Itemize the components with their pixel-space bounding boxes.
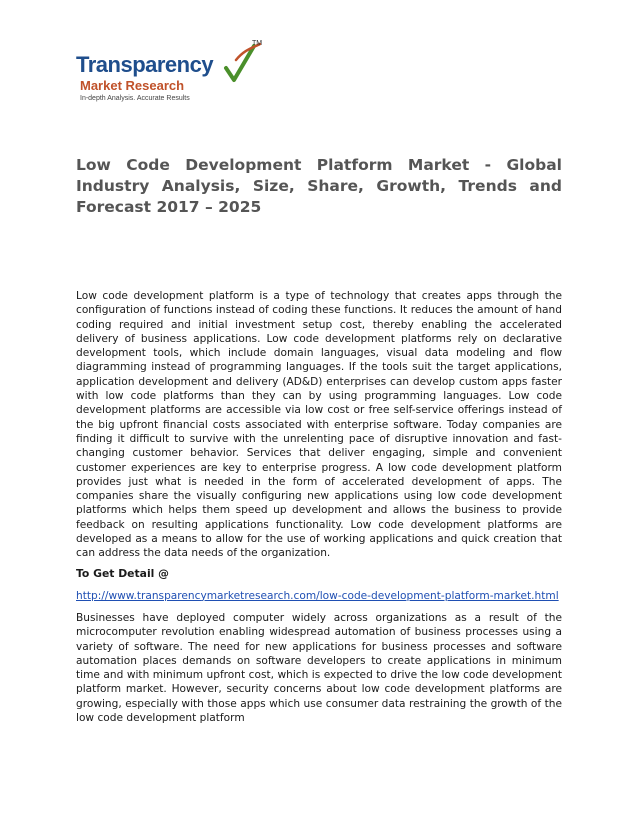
page-title: Low Code Development Platform Market - Global Industry Analysis, Size, Share, Growth, Trends and Forecast 2017 – 2025 <box>76 156 562 216</box>
logo-tagline: In-depth Analysis. Accurate Results <box>80 95 190 102</box>
company-logo <box>76 40 266 112</box>
trademark-symbol: TM <box>252 40 263 47</box>
logo-wordmark: Transparency <box>76 52 214 77</box>
intro-paragraph: Low code development platform is a type of technology that creates apps through the configuration of functions instead of coding these functions. It reduces the amount of hand coding required and initial investment setup cost, thereby enabling the accelerated delivery of business applications. Low code development platforms rely on declarative development tools, which include domain languages, visual data modeling and flow diagramming instead of programming languages. If the tools suit the target applications, application development and delivery (AD&D) enterprises can develop custom apps faster with low code platforms than they can by using programming languages. Low code development platforms are accessible via low cost or free self-service offerings instead of the big upfront financial costs associated with enterprise software. Today companies are finding it difficult to survive with the unrelenting pace of disruptive innovation and fast-changing customer behavior. Services that deliver engaging, simple and convenient customer experiences are key to enterprise progress. A low code development platform provides just what is needed in the form of accelerated development of apps. The companies share the visually configuring new applications using low code development platforms which helps them speed up development and allows the business to provide feedback on resulting applications functionality. Low code development platforms are developed as a means to allow for the use of working applications and quick creation that can address the data needs of the organization. <box>76 290 562 560</box>
report-link[interactable]: http://www.transparencymarketresearch.com/low-code-development-platform-market.html <box>76 589 559 602</box>
logo-subbrand: Market Research <box>80 78 185 93</box>
detail-label: To Get Detail @ <box>76 566 169 580</box>
body-paragraph: Businesses have deployed computer widely across organizations as a result of the microcomputer revolution enabling widespread automation of business processes using a variety of software. The need for new applications for business processes and software automation places demands on software developers to create applications in minimum time and with minimum upfront cost, which is expected to drive the low code development platform market. However, security concerns about low code development platforms are growing, especially with those apps which use consumer data restraining the growth of the low code development platform <box>76 611 562 725</box>
document-body <box>76 289 562 725</box>
